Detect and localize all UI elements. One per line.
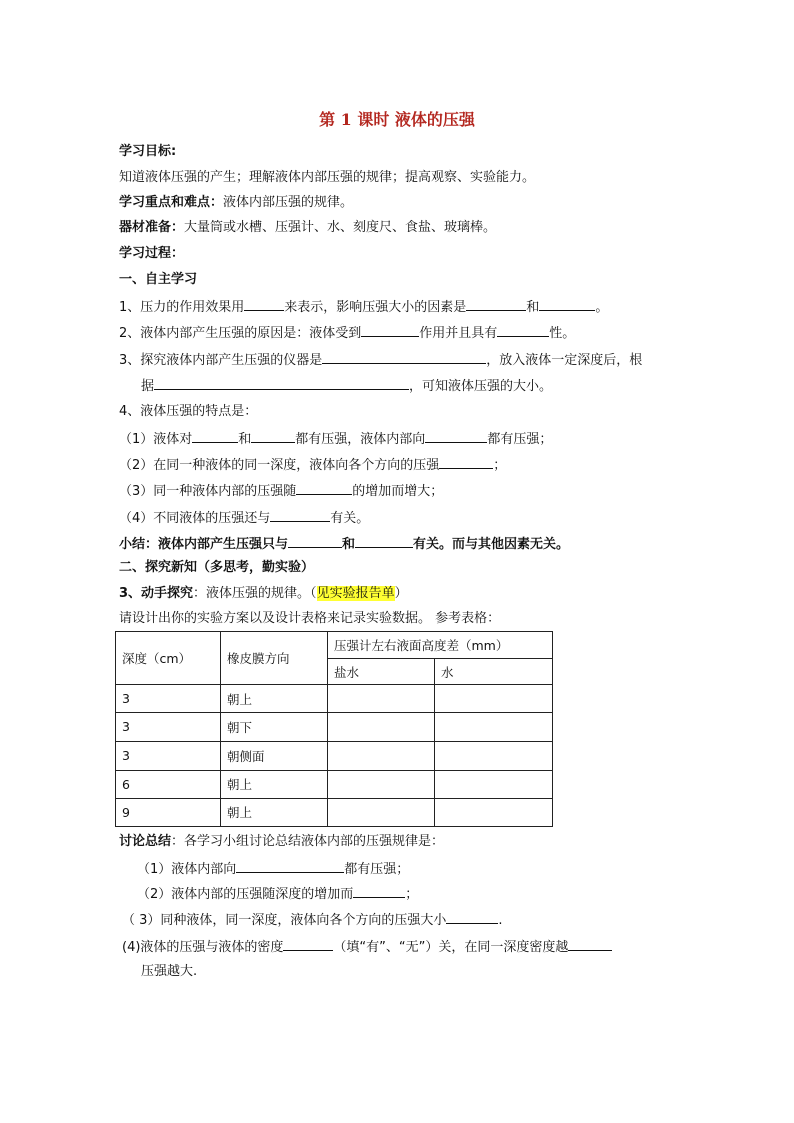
cell-direction: 朝上 xyxy=(221,770,328,798)
equipment-line xyxy=(119,219,496,237)
d1-text-b: 都有压强； xyxy=(344,862,410,877)
cell-direction: 朝下 xyxy=(221,713,328,741)
f2-text-b: ； xyxy=(493,458,507,473)
table-row xyxy=(116,798,553,826)
hands-on-line xyxy=(119,585,408,603)
section-1-heading: 一、自主学习 xyxy=(119,272,198,287)
keypoint-line xyxy=(119,194,353,212)
cell-salt-water xyxy=(328,770,435,798)
discussion-label: 讨论总结 xyxy=(119,834,172,849)
blank xyxy=(439,455,493,469)
blank xyxy=(244,297,284,311)
q1-text-c: 和 xyxy=(526,300,540,315)
cell-salt-water xyxy=(328,741,435,770)
blank xyxy=(154,376,409,390)
d1-text-a: （1）液体内部向 xyxy=(137,862,237,877)
goals-text: 知道液体压强的产生；理解液体内部压强的规律；提高观察、实验能力。 xyxy=(119,170,536,185)
feature-4 xyxy=(119,508,369,528)
blank xyxy=(288,534,342,548)
blank xyxy=(355,534,413,548)
blank xyxy=(353,884,405,898)
discussion-line xyxy=(119,833,444,851)
discussion-item-2 xyxy=(137,884,418,904)
blank xyxy=(236,859,344,873)
data-table xyxy=(115,631,553,827)
hands-on-text: ：液体压强的规律。（ xyxy=(193,586,317,601)
feature-3 xyxy=(119,481,443,501)
hands-on-end: ） xyxy=(394,586,408,601)
q1-text-a: 1、压力的作用效果用 xyxy=(119,300,245,315)
question-2 xyxy=(119,323,575,343)
q2-text-c: 性。 xyxy=(549,326,576,341)
equipment-label: 器材准备： xyxy=(119,220,185,235)
q3-text-c: 据 xyxy=(141,379,155,394)
summary-line xyxy=(119,534,569,554)
page-title: 第 1 课时 液体的压强 xyxy=(319,110,475,129)
cell-direction: 朝上 xyxy=(221,798,328,826)
blank xyxy=(361,323,419,337)
cell-depth: 3 xyxy=(116,713,221,741)
cell-depth: 3 xyxy=(116,741,221,770)
q2-text-b: 作用并且具有 xyxy=(419,326,498,341)
blank xyxy=(497,323,549,337)
keypoint-label: 学习重点和难点： xyxy=(119,195,224,210)
discussion-text: ：各学习小组讨论总结液体内部的压强规律是： xyxy=(171,834,445,849)
goals-label: 学习目标: xyxy=(119,144,177,159)
question-3-cont xyxy=(141,376,552,396)
question-4: 4、液体压强的特点是： xyxy=(119,404,258,419)
f4-text-b: 有关。 xyxy=(330,511,370,526)
header-direction: 橡皮膜方向 xyxy=(221,632,328,685)
cell-water xyxy=(435,770,553,798)
cell-direction: 朝侧面 xyxy=(221,741,328,770)
d2-text-a: （2）液体内部的压强随深度的增加而 xyxy=(137,887,354,902)
cell-direction: 朝上 xyxy=(221,685,328,713)
d3-text-a: （ 3）同种液体，同一深度，液体向各个方向的压强大小 xyxy=(122,913,447,928)
feature-2 xyxy=(119,455,506,475)
header-height-diff: 压强计左右液面高度差（mm） xyxy=(328,632,553,659)
table-intro: 请设计出你的实验方案以及设计表格来记录实验数据。 参考表格： xyxy=(119,611,501,626)
discussion-item-4-cont: 压强越大. xyxy=(141,964,198,979)
f4-text-a: （4）不同液体的压强还与 xyxy=(119,511,271,526)
cell-water xyxy=(435,713,553,741)
f1-text-b: 和 xyxy=(238,432,252,447)
summary-text-c: 有关。而与其他因素无关。 xyxy=(413,537,570,552)
summary-text-a: 小结：液体内部产生压强只与 xyxy=(119,537,289,552)
feature-1 xyxy=(119,429,552,449)
header-salt-water: 盐水 xyxy=(328,659,435,685)
blank xyxy=(322,350,486,364)
f2-text-a: （2）在同一种液体的同一深度，液体向各个方向的压强 xyxy=(119,458,440,473)
discussion-item-1 xyxy=(137,859,409,879)
q3-text-a: 3、探究液体内部产生压强的仪器是 xyxy=(119,353,323,368)
f1-text-d: 都有压强； xyxy=(487,432,553,447)
f1-text-c: 都有压强，液体内部向 xyxy=(295,432,426,447)
f3-text-a: （3）同一种液体内部的压强随 xyxy=(119,484,297,499)
keypoint-text: 液体内部压强的规律。 xyxy=(223,195,354,210)
equipment-text: 大量筒或水槽、压强计、水、刻度尺、食盐、玻璃棒。 xyxy=(184,220,497,235)
section-2-heading: 二、探究新知（多思考，勤实验） xyxy=(119,560,315,575)
cell-water xyxy=(435,798,553,826)
d2-text-b: ； xyxy=(405,887,419,902)
question-3 xyxy=(119,350,642,370)
cell-salt-water xyxy=(328,798,435,826)
cell-salt-water xyxy=(328,713,435,741)
lab-report-highlight: 见实验报告单 xyxy=(316,586,395,601)
cell-depth: 9 xyxy=(116,798,221,826)
blank xyxy=(539,297,595,311)
process-label: 学习过程： xyxy=(119,246,185,261)
q1-text-b: 来表示，影响压强大小的因素是 xyxy=(284,300,467,315)
blank xyxy=(568,937,612,951)
discussion-item-4 xyxy=(122,937,612,957)
discussion-item-3 xyxy=(122,910,503,930)
blank xyxy=(466,297,526,311)
f3-text-b: 的增加而增大； xyxy=(352,484,444,499)
summary-text-b: 和 xyxy=(342,537,356,552)
cell-salt-water xyxy=(328,685,435,713)
d3-text-b: . xyxy=(498,913,503,928)
table-row xyxy=(116,713,553,741)
header-depth: 深度（cm） xyxy=(116,632,221,685)
blank xyxy=(283,937,333,951)
cell-water xyxy=(435,685,553,713)
question-1 xyxy=(119,297,608,317)
table-header-row xyxy=(116,632,553,659)
q3-text-d: ，可知液体压强的大小。 xyxy=(409,379,553,394)
blank xyxy=(425,429,487,443)
table-row xyxy=(116,685,553,713)
f1-text-a: （1）液体对 xyxy=(119,432,193,447)
hands-on-label: 3、动手探究 xyxy=(119,586,194,601)
d4-text-b: （填“有”、“无”）关，在同一深度密度越 xyxy=(333,940,569,955)
q3-text-b: ，放入液体一定深度后，根 xyxy=(486,353,643,368)
d4-text-a: (4)液体的压强与液体的密度 xyxy=(122,940,284,955)
blank xyxy=(192,429,238,443)
cell-depth: 6 xyxy=(116,770,221,798)
blank xyxy=(251,429,295,443)
blank xyxy=(296,481,352,495)
q2-text-a: 2、液体内部产生压强的原因是：液体受到 xyxy=(119,326,362,341)
cell-depth: 3 xyxy=(116,685,221,713)
blank xyxy=(446,910,498,924)
table-row xyxy=(116,741,553,770)
q1-text-d: 。 xyxy=(595,300,609,315)
header-water: 水 xyxy=(435,659,553,685)
cell-water xyxy=(435,741,553,770)
table-row xyxy=(116,770,553,798)
blank xyxy=(270,508,330,522)
